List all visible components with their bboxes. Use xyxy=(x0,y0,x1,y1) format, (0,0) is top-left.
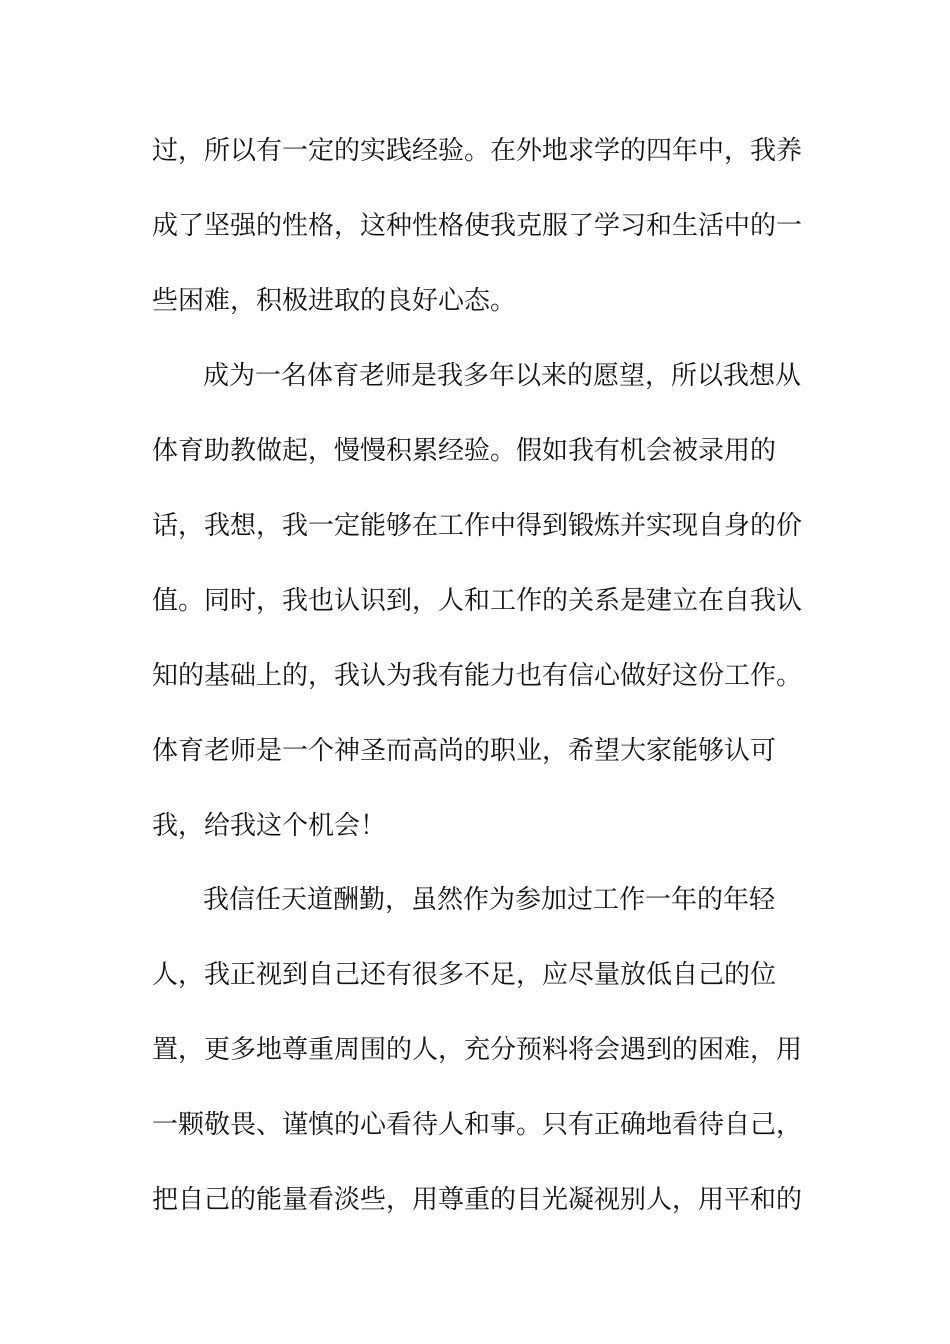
text-line: 知的基础上的，我认为我有能力也有信心做好这份工作。 xyxy=(152,661,803,691)
text-line: 一颗敬畏、谨慎的心看待人和事。只有正确地看待自己， xyxy=(152,1110,803,1140)
paragraph-first-line: 我信任天道酬勤，虽然作为参加过工作一年的年轻 xyxy=(203,885,776,915)
text-line: 体育助教做起，慢慢积累经验。假如我有机会被录用的 xyxy=(152,436,777,466)
text-line: 过，所以有一定的实践经验。在外地求学的四年中，我养 xyxy=(152,136,803,166)
text-line: 我，给我这个机会！ xyxy=(152,811,387,841)
text-line: 把自己的能量看淡些，用尊重的目光凝视别人，用平和的 xyxy=(152,1185,803,1215)
paragraph-first-line: 成为一名体育老师是我多年以来的愿望，所以我想从 xyxy=(203,361,802,391)
text-line: 体育老师是一个神圣而高尚的职业，希望大家能够认可 xyxy=(152,736,777,766)
text-line: 置，更多地尊重周围的人，充分预料将会遇到的困难，用 xyxy=(152,1035,803,1065)
text-line: 人，我正视到自己还有很多不足，应尽量放低自己的位 xyxy=(152,960,777,990)
text-line: 值。同时，我也认识到，人和工作的关系是建立在自我认 xyxy=(152,586,803,616)
text-line: 话，我想，我一定能够在工作中得到锻炼并实现自身的价 xyxy=(152,511,803,541)
text-line: 成了坚强的性格，这种性格使我克服了学习和生活中的一 xyxy=(152,211,803,241)
text-line: 些困难，积极进取的良好心态。 xyxy=(152,286,517,316)
